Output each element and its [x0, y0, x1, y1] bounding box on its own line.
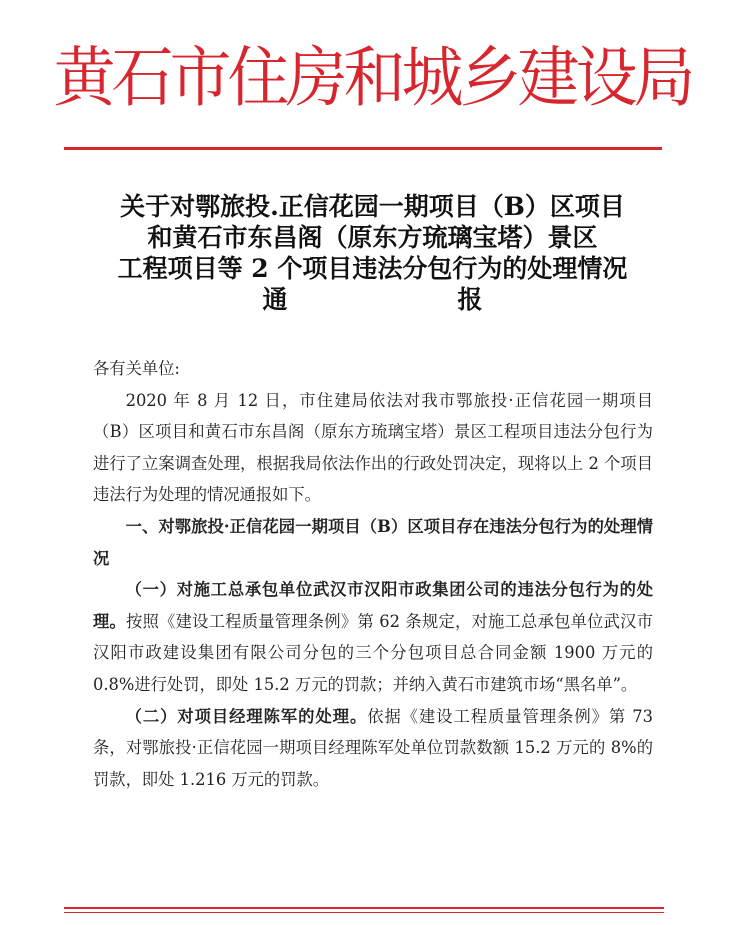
section-heading-1: 一、对鄂旅投·正信花园一期项目（B）区项目存在违法分包行为的处理情况 [93, 516, 653, 568]
title-word-tong: 通 [262, 285, 288, 314]
red-divider-bottom-thick [64, 907, 664, 909]
intro-paragraph: 2020 年 8 月 12 日，市住建局依法对我市鄂旅投·正信花园一期项目（B）区项目和黄石市东昌阁（原东方琉璃宝塔）景区工程项目违法分包行为进行了立案调查处理，根据我局依法作出的行政处罚决定，现将以上 2 个项目违法行为处理的情况通报如下。 [93, 390, 653, 505]
item-2-heading: （二）对项目经理陈军的处理。 [125, 706, 368, 726]
masthead-title: 黄石市住房和城乡建设局 [53, 39, 692, 116]
item-2-paragraph [93, 701, 653, 796]
title-line-3: 工程项目等 2 个项目违法分包行为的处理情况 [117, 254, 628, 283]
title-line-1: 关于对鄂旅投.正信花园一期项目（B）区项目 [120, 192, 625, 221]
red-divider-top [64, 147, 662, 150]
title-line-2: 和黄石市东昌阁（原东方琉璃宝塔）景区 [147, 223, 598, 252]
red-divider-bottom-thin [64, 912, 664, 913]
salutation: 各有关单位: [93, 359, 180, 378]
item-2-text: 依据《建设工程质量管理条例》第 73 条，对鄂旅投·正信花园一期项目经理陈军处单位罚款数额 15.2 万元的 8%的罚款，即处 1.216 万元的罚款。 [93, 706, 653, 789]
title-line-4 [263, 284, 483, 315]
item-1-heading: （一）对施工总承包单位武汉市汉阳市政集团公司的违法分包行为的处理。 [93, 580, 653, 631]
document-title [60, 191, 685, 315]
document-body [93, 353, 653, 795]
item-1-text: 按照《建设工程质量管理条例》第 62 条规定，对施工总承包单位武汉市汉阳市政建设集团有限公司分包的三个分包项目总合同金额 1900 万元的 0.8%进行处罚，即处 15.2 万元的罚款；并纳入黄石市建筑市场“黑名单”。 [93, 611, 653, 694]
item-1-paragraph [93, 574, 653, 700]
title-word-bao: 报 [457, 285, 483, 314]
